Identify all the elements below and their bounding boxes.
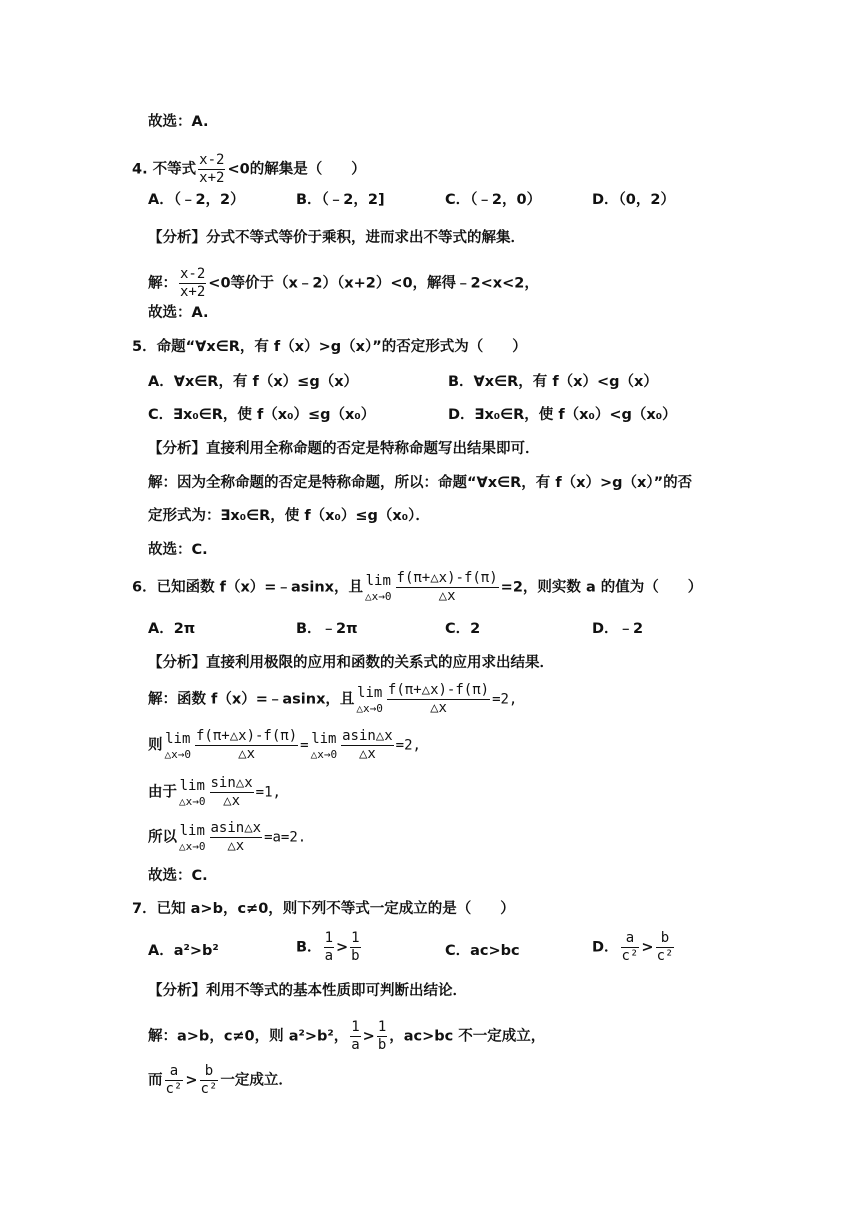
answer-line: 故选：A. (148, 114, 209, 130)
question-5: 5．命题“∀x∈R，有 f（x）>g（x）”的否定形式为（ ） (132, 339, 527, 355)
limit-word: lim (357, 685, 383, 701)
solution-line (148, 728, 421, 763)
fraction-denominator: b (351, 948, 360, 964)
greater-than: > (641, 939, 654, 956)
limit-subscript: △x→0 (179, 795, 206, 808)
option-d: D．（0，2） (592, 192, 675, 208)
solution-post: =a=2. (264, 829, 307, 846)
fraction (210, 820, 263, 855)
option-b (296, 930, 363, 965)
greater-than: > (362, 1028, 375, 1045)
fraction-denominator: △x (223, 793, 240, 809)
fraction-denominator: x+2 (180, 284, 206, 300)
fraction (396, 570, 499, 605)
option-c: C．ac>bc (445, 943, 520, 959)
fraction-numerator: b (200, 1063, 219, 1081)
solution-pre: 解： (148, 275, 177, 292)
fraction-denominator: △x (238, 746, 255, 762)
fraction-numerator: a (165, 1063, 184, 1081)
fraction-numerator: asin△x (342, 728, 393, 744)
option-d-label: D． (592, 939, 619, 956)
solution-post: ，ac>bc 不一定成立， (389, 1028, 546, 1045)
fraction (324, 930, 334, 965)
solution-post: =2, (492, 691, 518, 708)
option-a: A．∀x∈R，有 f（x）≤g（x） (148, 374, 359, 390)
limit-subscript: △x→0 (179, 840, 206, 853)
option-a: A．a²>b² (148, 943, 219, 959)
fraction-denominator: c² (621, 948, 639, 964)
fraction-numerator: f(π+△x)-f(π) (387, 682, 490, 698)
fraction-numerator: 1 (351, 1019, 360, 1035)
analysis: 【分析】利用不等式的基本性质即可判断出结论． (148, 983, 467, 999)
fraction (621, 930, 640, 965)
limit (365, 572, 392, 603)
limit-subscript: △x→0 (164, 748, 191, 761)
fraction (656, 930, 675, 965)
solution-post: =1, (255, 784, 281, 801)
option-c: C．（﹣2，0） (445, 192, 542, 208)
solution-pre: 而 (148, 1072, 163, 1089)
fraction-numerator: sin△x (210, 775, 253, 791)
question-4-prefix: 4. (132, 161, 148, 178)
option-b: B．∀x∈R，有 f（x）<g（x） (448, 374, 658, 390)
solution-line (148, 820, 306, 855)
solution-pre: 解：函数 f（x）=﹣asinx，且 (148, 691, 355, 708)
solution-line (148, 775, 281, 810)
analysis: 【分析】分式不等式等价于乘积，进而求出不等式的解集． (148, 230, 525, 246)
greater-than: > (185, 1072, 198, 1089)
limit-word: lim (165, 731, 191, 747)
solution-line (148, 266, 539, 301)
solution-post: =2, (395, 737, 421, 754)
fraction-denominator: △x (438, 588, 456, 604)
solution-pre: 则 (148, 737, 163, 754)
fraction-numerator: 1 (377, 1019, 387, 1035)
fraction (210, 775, 254, 810)
fraction-denominator: c² (200, 1081, 218, 1097)
solution-pre: 所以 (148, 829, 177, 846)
fraction (198, 152, 225, 187)
question-4-post: <0的解集是（ ） (227, 161, 366, 178)
question-6-post: =2，则实数 a 的值为（ ） (500, 579, 703, 596)
analysis: 【分析】直接利用极限的应用和函数的关系式的应用求出结果． (148, 655, 554, 671)
fraction-numerator: a (621, 930, 640, 948)
fraction-denominator: △x (358, 746, 376, 762)
analysis: 【分析】直接利用全称命题的否定是特称命题写出结果即可． (148, 441, 540, 457)
option-d: D．﹣2 (592, 621, 644, 637)
limit (179, 822, 206, 853)
question-4 (132, 152, 366, 187)
solution-pre: 由于 (148, 784, 177, 801)
limit-word: lim (179, 778, 205, 794)
fraction-numerator: 1 (324, 930, 333, 946)
limit (179, 777, 206, 808)
question-7: 7．已知 a>b，c≠0，则下列不等式一定成立的是（ ） (132, 901, 515, 917)
limit (311, 730, 338, 761)
fraction-denominator: x+2 (199, 170, 225, 186)
solution-line (148, 682, 517, 717)
question-4-pre: 不等式 (152, 161, 197, 178)
limit (356, 684, 383, 715)
solution-line: 定形式为：∃x₀∈R，使 f（x₀）≤g（x₀）． (148, 508, 430, 524)
fraction-denominator: b (377, 1037, 387, 1053)
answer-line: 故选：C. (148, 542, 208, 558)
option-b: B．﹣2π (296, 621, 358, 637)
solution-post: <0等价于（x﹣2）（x+2）<0，解得﹣2<x<2， (208, 275, 539, 292)
fraction-numerator: b (656, 930, 675, 948)
question-6 (132, 570, 702, 605)
fraction-numerator: 1 (351, 930, 360, 946)
solution-line (148, 1063, 293, 1098)
answer-line: 故选：A. (148, 305, 209, 321)
solution-line: 解：因为全称命题的否定是特称命题，所以：命题“∀x∈R，有 f（x）>g（x）”的否 (148, 475, 693, 491)
fraction (165, 1063, 184, 1098)
equals-sign: = (300, 737, 309, 754)
fraction-denominator: c² (656, 948, 674, 964)
solution-line (148, 1019, 545, 1054)
fraction (377, 1019, 387, 1054)
limit-subscript: △x→0 (356, 702, 383, 715)
greater-than: > (336, 939, 349, 956)
fraction (179, 266, 206, 301)
limit-word: lim (179, 823, 205, 839)
option-b: B．（﹣2，2] (296, 192, 385, 208)
fraction (341, 728, 394, 763)
option-b-label: B． (296, 939, 322, 956)
option-d: D．∃x₀∈R，使 f（x₀）<g（x₀） (448, 407, 677, 423)
option-d (592, 930, 676, 965)
fraction-denominator: c² (165, 1081, 183, 1097)
option-a: A．2π (148, 621, 196, 637)
fraction-denominator: a (324, 948, 333, 964)
limit-subscript: △x→0 (365, 590, 392, 603)
fraction-denominator: △x (227, 838, 245, 854)
answer-line: 故选：C. (148, 868, 208, 884)
option-c: C．∃x₀∈R，使 f（x₀）≤g（x₀） (148, 407, 376, 423)
fraction-denominator: a (351, 1037, 360, 1053)
fraction (350, 930, 360, 965)
limit (165, 730, 192, 761)
solution-post: 一定成立． (220, 1072, 293, 1089)
limit-word: lim (365, 573, 391, 589)
fraction-numerator: x-2 (199, 152, 225, 168)
solution-pre: 解：a>b，c≠0，则 a²>b²， (148, 1028, 349, 1045)
fraction-numerator: asin△x (210, 820, 262, 836)
fraction-numerator: x-2 (180, 266, 206, 282)
limit-word: lim (311, 731, 337, 747)
question-6-pre: 6．已知函数 f（x）=﹣asinx，且 (132, 579, 364, 596)
fraction (387, 682, 490, 717)
limit-subscript: △x→0 (310, 748, 338, 761)
option-a: A．（﹣2，2） (148, 192, 245, 208)
option-c: C．2 (445, 621, 481, 637)
fraction (195, 728, 298, 763)
fraction-numerator: f(π+△x)-f(π) (196, 728, 298, 744)
fraction (350, 1019, 360, 1054)
fraction-numerator: f(π+△x)-f(π) (396, 570, 498, 586)
fraction (200, 1063, 219, 1098)
fraction-denominator: △x (430, 700, 447, 716)
